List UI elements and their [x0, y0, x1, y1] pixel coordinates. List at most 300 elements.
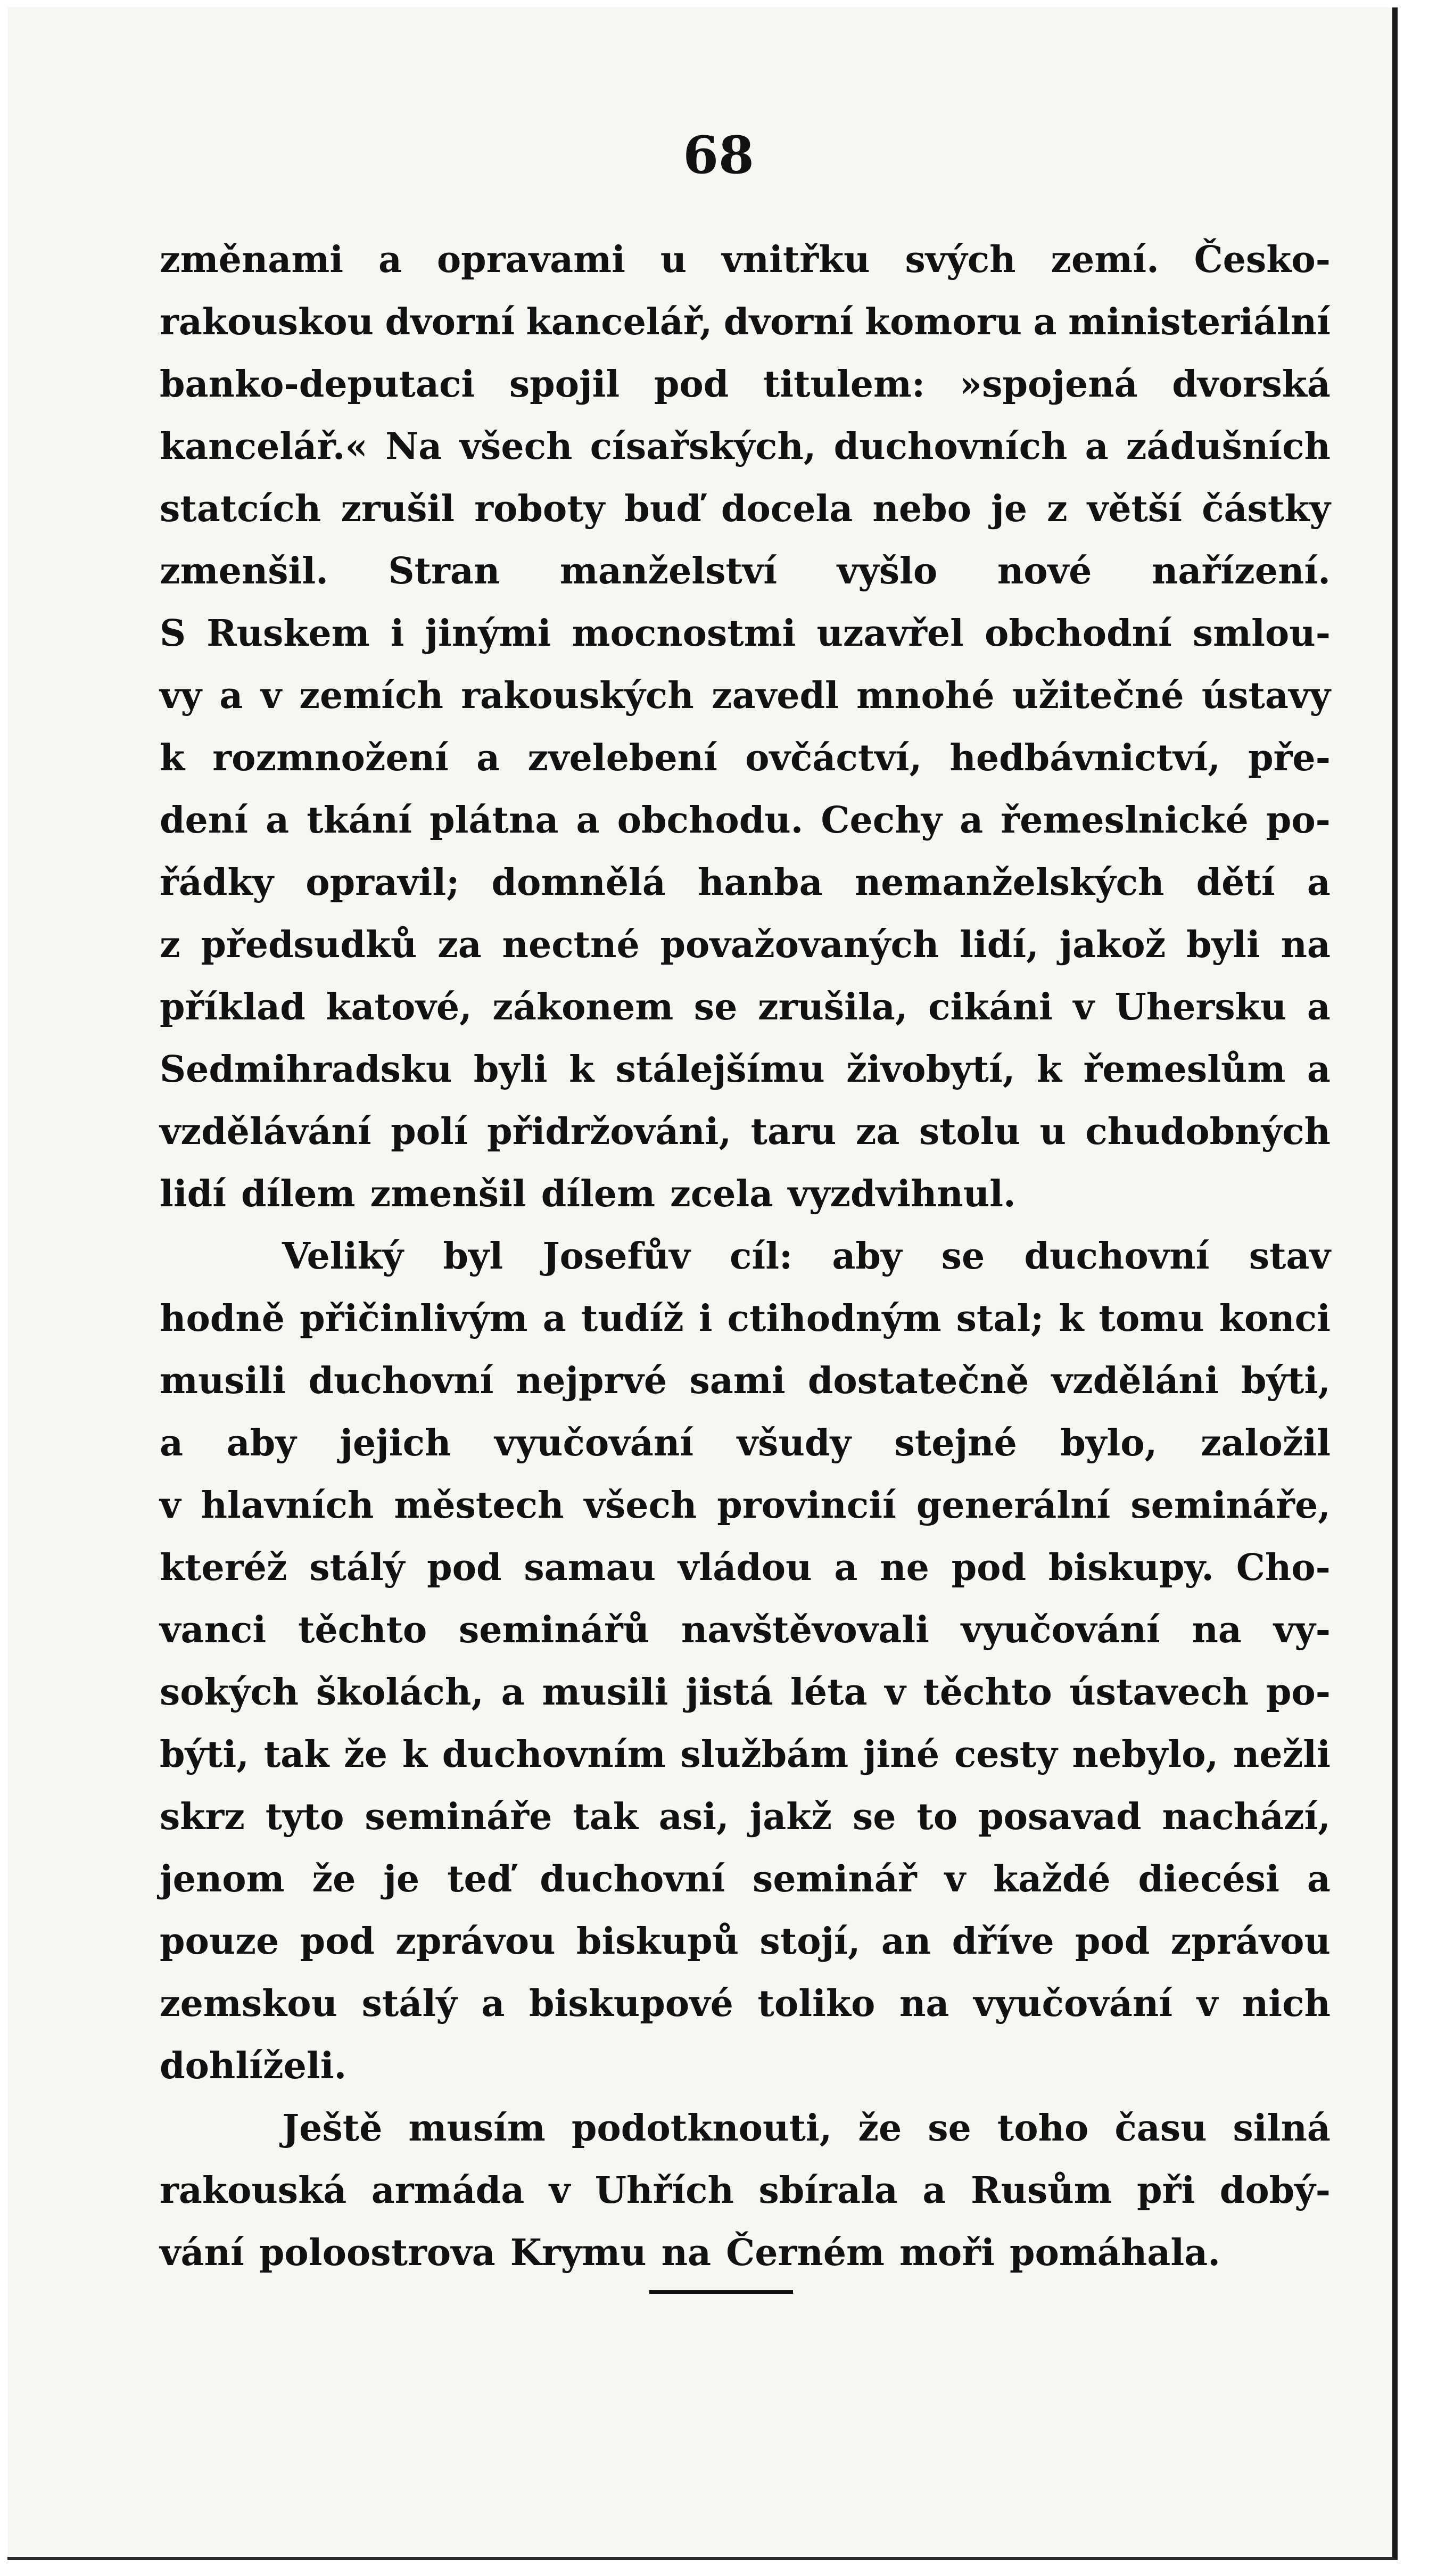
word: stálý [309, 1546, 405, 1589]
word: kteréž [160, 1546, 287, 1589]
word: Sedmihradsku [160, 1048, 452, 1091]
word: S [160, 612, 186, 655]
word: ovčáctví, [745, 737, 922, 779]
word: skrz [160, 1796, 245, 1838]
text-line [160, 789, 1331, 852]
word: katové, [326, 986, 472, 1028]
word: zmenšil [370, 1173, 526, 1215]
body-text [160, 229, 1331, 2284]
word: Rusům [970, 2169, 1112, 2212]
word: statcích [160, 488, 321, 530]
word: změnami [160, 238, 344, 281]
word: bylo, [1060, 1422, 1158, 1464]
word: stojí, [759, 1920, 861, 1963]
word: vyučování [961, 1609, 1160, 1651]
word: aby [832, 1235, 902, 1278]
word: k [1059, 1297, 1084, 1340]
word: nové [997, 550, 1092, 592]
word: chudobných [1085, 1110, 1331, 1153]
text-line [160, 540, 1331, 603]
word: se [941, 1235, 985, 1278]
word: duchovní [1024, 1235, 1210, 1278]
word: dílem [541, 1173, 656, 1215]
word: zprávou [1170, 1920, 1331, 1963]
word: zvelebení [527, 737, 717, 779]
word: zemskou [160, 1982, 338, 2025]
word: a [378, 238, 402, 281]
word: smlou- [1192, 612, 1331, 655]
word: tomu [1099, 1297, 1204, 1340]
word: vnitřku [722, 238, 870, 281]
word: a [834, 1546, 858, 1589]
word: dohlíželi. [160, 2045, 347, 2087]
text-line [160, 229, 1331, 291]
word: mocnostmi [572, 612, 796, 655]
word: opravami [436, 238, 625, 281]
word: Veliký [282, 1235, 404, 1278]
page-number: 68 [683, 125, 754, 185]
word: pod [1075, 1920, 1150, 1963]
word: byli [473, 1048, 548, 1091]
word: že [344, 1733, 388, 1776]
word: tudíž [581, 1297, 684, 1340]
word: jinými [425, 612, 551, 655]
word: živobytí, [846, 1048, 1015, 1091]
word: Černém [726, 2232, 885, 2274]
word: pod [654, 363, 729, 406]
word: Cho- [1236, 1546, 1331, 1589]
word: Česko- [1194, 238, 1331, 281]
word: a [922, 2169, 946, 2212]
word: mnohé [856, 674, 995, 717]
word: dvorní [385, 301, 515, 343]
text-line [160, 1475, 1331, 1537]
word: Stran [388, 550, 500, 592]
word: vy [160, 674, 202, 717]
word: rozmnožení [212, 737, 449, 779]
text-line [160, 1599, 1331, 1661]
word: a [1307, 986, 1331, 1028]
word: a [160, 1422, 184, 1464]
word: v [549, 2169, 571, 2212]
word: uzavřel [816, 612, 964, 655]
word: biskupy. [1048, 1546, 1214, 1589]
word: duchovních [833, 425, 1068, 468]
word: školách, [316, 1671, 484, 1714]
text-line [160, 976, 1331, 1039]
word: hedbávnictví, [949, 737, 1220, 779]
word: a [1085, 425, 1109, 468]
word: rakouská [160, 2169, 347, 2212]
word: tak [263, 1733, 329, 1776]
word: stolu [919, 1110, 1021, 1153]
word: za [437, 924, 482, 966]
word: času [1114, 2107, 1207, 2150]
word: asi, [658, 1796, 729, 1838]
word: buď [624, 488, 701, 530]
word: přidržováni, [487, 1110, 732, 1153]
word: příklad [160, 986, 305, 1028]
word: k [569, 1048, 594, 1091]
word: an [881, 1920, 931, 1963]
word: předsudků [201, 924, 417, 966]
word: řemeslnické [1001, 799, 1249, 842]
word: rakouských [461, 674, 694, 717]
word: dení [160, 799, 249, 842]
word: sbírala [758, 2169, 898, 2212]
word: Ještě [282, 2107, 383, 2150]
text-line [160, 1848, 1331, 1911]
word: lidí [160, 1173, 227, 1215]
word: vyučování [973, 1982, 1173, 2025]
word: Uhřích [594, 2169, 734, 2212]
word: zprávou [395, 1920, 556, 1963]
word: dílem [241, 1173, 356, 1215]
text-line [160, 1101, 1331, 1163]
word: vyšlo [837, 550, 938, 592]
word: všudy [737, 1422, 851, 1464]
word: jenom [160, 1858, 285, 1900]
word: a [476, 737, 500, 779]
word: městech [394, 1484, 564, 1527]
word: semináře, [1130, 1484, 1331, 1527]
word: polí [391, 1110, 468, 1153]
text-line [160, 2097, 1331, 2160]
word: opravil; [305, 861, 460, 904]
word: lidí, [960, 924, 1039, 966]
word: považovaných [660, 924, 939, 966]
word: vyzdvihnul. [788, 1173, 1016, 1215]
word: poloostrova [259, 2232, 495, 2274]
closing-rule [649, 2290, 793, 2294]
text-line [160, 1039, 1331, 1101]
word: a [1307, 861, 1331, 904]
word: manželství [559, 550, 778, 592]
word: i [698, 1297, 713, 1340]
word: a [481, 1982, 505, 2025]
word: a [1033, 301, 1057, 343]
word: po- [1266, 1671, 1331, 1714]
word: spojil [509, 363, 620, 406]
word: zrušila, [757, 986, 908, 1028]
word: všech [584, 1484, 697, 1527]
word: seminářů [459, 1609, 650, 1651]
word: sokých [160, 1671, 299, 1714]
word: vzdělávání [160, 1110, 371, 1153]
word: býti, [1241, 1360, 1331, 1402]
word: musili [542, 1671, 668, 1714]
word: kancelář.« [160, 425, 368, 468]
text-line [160, 1911, 1331, 1973]
word: v [160, 1484, 181, 1527]
text-line [160, 1724, 1331, 1786]
text-line [160, 1163, 1331, 1225]
word: nachází, [1162, 1796, 1331, 1838]
text-line [160, 1350, 1331, 1412]
word: pře- [1248, 737, 1331, 779]
word: z [160, 924, 180, 966]
word: zmenšil. [160, 550, 328, 592]
word: biskupů [576, 1920, 739, 1963]
word: jiné [863, 1733, 940, 1776]
word: za [855, 1110, 900, 1153]
word: nich [1242, 1982, 1331, 2025]
word: nectné [502, 924, 640, 966]
word: cesty [954, 1733, 1058, 1776]
text-line [160, 914, 1331, 976]
word: a [219, 674, 243, 717]
word: každé [993, 1858, 1111, 1900]
word: tyto [265, 1796, 344, 1838]
word: jakž [749, 1796, 832, 1838]
word: byl [443, 1235, 503, 1278]
word: všech [459, 425, 573, 468]
word: je [991, 488, 1027, 530]
word: tak [573, 1796, 638, 1838]
word: dvorní [723, 301, 854, 343]
word: větší [1087, 488, 1183, 530]
word: se [928, 2107, 971, 2150]
word: řádky [160, 861, 274, 904]
word: na [899, 1982, 949, 2025]
word: musím [408, 2107, 546, 2150]
word: armáda [371, 2169, 525, 2212]
text-line [160, 852, 1331, 914]
word: pouze [160, 1920, 279, 1963]
word: k [160, 737, 185, 779]
word: stal; [956, 1297, 1044, 1340]
word: duchovní [540, 1858, 725, 1900]
word: nežli [1233, 1733, 1331, 1776]
word: v [260, 674, 282, 717]
word: stejné [894, 1422, 1017, 1464]
text-line [160, 727, 1331, 789]
word: komoru [864, 301, 1022, 343]
text-line [160, 1288, 1331, 1350]
word: zákonem [492, 986, 674, 1028]
word: císařských, [590, 425, 816, 468]
word: moři [899, 2232, 995, 2274]
word: teď [447, 1858, 513, 1900]
word: stav [1249, 1235, 1331, 1278]
text-line [160, 1973, 1331, 2035]
word: biskupové [528, 1982, 733, 2025]
word: pod [300, 1920, 375, 1963]
text-line [160, 1661, 1331, 1724]
word: přičinlivým [300, 1297, 528, 1340]
word: ctihodným [727, 1297, 942, 1340]
word: v [885, 1671, 906, 1714]
word: pod [951, 1546, 1027, 1589]
word: v [1196, 1982, 1218, 2025]
word: nebo [872, 488, 972, 530]
word: vanci [160, 1609, 267, 1651]
word: titulem: [763, 363, 926, 406]
word: býti, [160, 1733, 249, 1776]
word: jakož [1059, 924, 1166, 966]
word: ústavech [1069, 1671, 1249, 1714]
word: pomáhala. [1009, 2232, 1220, 2274]
word: diecési [1138, 1858, 1279, 1900]
word: na [661, 2232, 712, 2274]
word: kancelář, [526, 301, 713, 343]
word: navštěvovali [681, 1609, 929, 1651]
word: jistá [686, 1671, 773, 1714]
text-line [160, 2160, 1331, 2222]
word: nebylo, [1072, 1733, 1219, 1776]
word: duchovní [308, 1360, 494, 1402]
word: částky [1202, 488, 1331, 530]
word: duchovním [442, 1733, 666, 1776]
word: musili [160, 1360, 286, 1402]
word: Na [385, 425, 442, 468]
word: hlavních [201, 1484, 374, 1527]
word: a [542, 1297, 566, 1340]
text-line [160, 2035, 1331, 2097]
word: roboty [474, 488, 605, 530]
word: a [266, 799, 290, 842]
word: toliko [757, 1982, 876, 2025]
word: zádušních [1126, 425, 1331, 468]
word: hanba [698, 861, 823, 904]
text-line [160, 291, 1331, 353]
word: založil [1200, 1422, 1331, 1464]
text-line [160, 2222, 1331, 2284]
word: Cechy [821, 799, 943, 842]
word: i [390, 612, 404, 655]
word: zcela [670, 1173, 773, 1215]
text-line [160, 603, 1331, 665]
word: při [1137, 2169, 1195, 2212]
word: Josefův [542, 1235, 690, 1278]
word: a [1307, 1858, 1331, 1900]
word: těchto [298, 1609, 427, 1651]
text-line [160, 665, 1331, 727]
word: na [1281, 924, 1331, 966]
word: u [1039, 1110, 1066, 1153]
word: podotknouti, [571, 2107, 832, 2150]
word: dostatečně [807, 1360, 1029, 1402]
word: a [1307, 1048, 1331, 1091]
word: cíl: [729, 1235, 793, 1278]
word: byli [1186, 924, 1260, 966]
word: v [944, 1858, 966, 1900]
word: se [852, 1796, 896, 1838]
word: dětí [1196, 861, 1275, 904]
word: k [402, 1733, 427, 1776]
word: že [858, 2107, 902, 2150]
word: nemanželských [854, 861, 1165, 904]
word: samau [524, 1546, 656, 1589]
text-line [160, 478, 1331, 540]
word: stálý [361, 1982, 457, 2025]
word: ministeriální [1068, 301, 1331, 343]
word: pod [427, 1546, 502, 1589]
word: Ruskem [207, 612, 370, 655]
word: svých [905, 238, 1016, 281]
word: seminář [753, 1858, 917, 1900]
word: obchodní [984, 612, 1172, 655]
word: nařízení. [1151, 550, 1331, 592]
word: »spojená [959, 363, 1138, 406]
word: plátna [430, 799, 559, 842]
word: těchto [923, 1671, 1052, 1714]
word: konci [1219, 1297, 1331, 1340]
word: že [312, 1858, 356, 1900]
word: vyučování [494, 1422, 694, 1464]
text-line [160, 1786, 1331, 1848]
text-line [160, 1412, 1331, 1475]
word: ne [880, 1546, 929, 1589]
word: to [916, 1796, 958, 1838]
word: jejich [340, 1422, 451, 1464]
word: provincií [717, 1484, 896, 1527]
word: aby [226, 1422, 296, 1464]
text-line [160, 416, 1331, 478]
word: a [960, 799, 984, 842]
word: Krymu [510, 2232, 647, 2274]
word: docela [721, 488, 853, 530]
word: po- [1266, 799, 1331, 842]
word: toho [997, 2107, 1089, 2150]
word: vládou [678, 1546, 812, 1589]
word: dvorská [1172, 363, 1331, 406]
word: silná [1233, 2107, 1331, 2150]
word: obchodu. [617, 799, 804, 842]
word: léta [790, 1671, 868, 1714]
word: stálejšímu [615, 1048, 825, 1091]
word: taru [750, 1110, 837, 1153]
word: zemí. [1051, 238, 1159, 281]
word: hodně [160, 1297, 285, 1340]
word: vzděláni [1051, 1360, 1219, 1402]
word: posavad [978, 1796, 1142, 1838]
word: nejprvé [516, 1360, 667, 1402]
text-line [160, 1225, 1331, 1288]
word: řemeslům [1083, 1048, 1286, 1091]
word: semináře [365, 1796, 552, 1838]
word: Uhersku [1114, 986, 1287, 1028]
word: službám [680, 1733, 849, 1776]
word: v [1073, 986, 1094, 1028]
word: dříve [952, 1920, 1054, 1963]
word: sami [689, 1360, 786, 1402]
word: a [501, 1671, 525, 1714]
word: generální [916, 1484, 1111, 1527]
word: zrušil [341, 488, 455, 530]
word: k [1036, 1048, 1062, 1091]
word: zemích [299, 674, 443, 717]
word: na [1192, 1609, 1242, 1651]
word: cikáni [928, 986, 1053, 1028]
word: rakouskou [160, 301, 374, 343]
word: užitečné [1012, 674, 1184, 717]
word: domnělá [491, 861, 666, 904]
text-line [160, 1537, 1331, 1599]
text-line [160, 353, 1331, 416]
word: ústavy [1201, 674, 1331, 717]
word: se [693, 986, 738, 1028]
word: vání [160, 2232, 244, 2274]
word: banko-deputaci [160, 363, 475, 406]
word: dobý- [1219, 2169, 1331, 2212]
word: tkání [307, 799, 412, 842]
word: z [1047, 488, 1068, 530]
word: vy- [1273, 1609, 1331, 1651]
word: u [660, 238, 687, 281]
word: a [576, 799, 600, 842]
word: je [383, 1858, 420, 1900]
